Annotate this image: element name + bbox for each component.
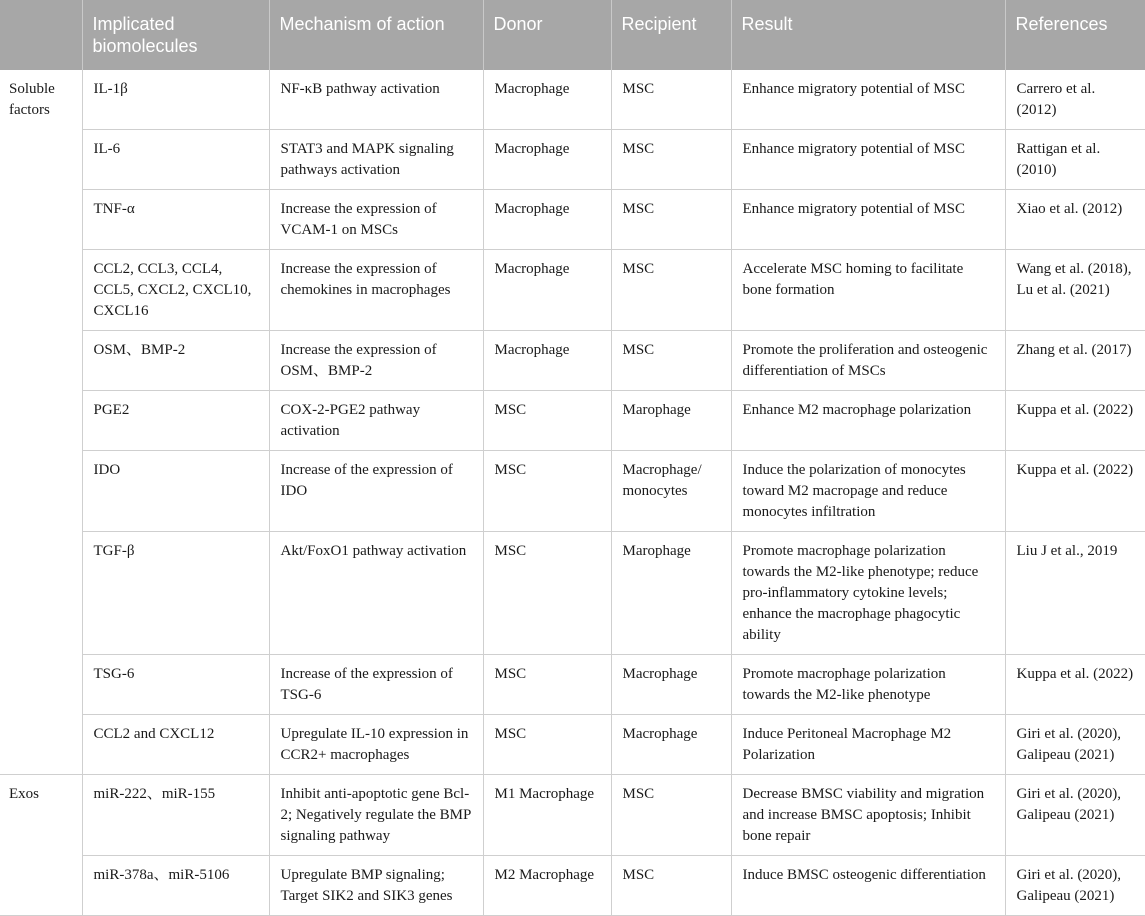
cell-mechanism: Increase the expression of VCAM-1 on MSCs: [269, 190, 483, 250]
cell-donor: Macrophage: [483, 130, 611, 190]
header-mechanism: Mechanism of action: [269, 0, 483, 70]
cell-donor: MSC: [483, 655, 611, 715]
cell-biomolecules: CCL2 and CXCL12: [82, 715, 269, 775]
cell-references: Giri et al. (2020), Galipeau (2021): [1005, 715, 1145, 775]
cell-references: Xiao et al. (2012): [1005, 190, 1145, 250]
header-biomolecules: Implicated biomolecules: [82, 0, 269, 70]
header-result: Result: [731, 0, 1005, 70]
table-header: [0, 0, 1145, 70]
cell-biomolecules: IL-6: [82, 130, 269, 190]
cell-references: Carrero et al. (2012): [1005, 70, 1145, 130]
cell-result: Enhance migratory potential of MSC: [731, 70, 1005, 130]
cell-recipient: MSC: [611, 130, 731, 190]
cell-result: Induce the polarization of monocytes toward M2 macropage and reduce monocytes infiltration: [731, 451, 1005, 532]
cell-recipient: Macrophage: [611, 655, 731, 715]
cell-biomolecules: OSM、BMP-2: [82, 331, 269, 391]
cell-result: Induce BMSC osteogenic differentiation: [731, 856, 1005, 916]
table-row: [0, 715, 1145, 775]
table-row: [0, 775, 1145, 856]
cell-donor: Macrophage: [483, 331, 611, 391]
cell-recipient: MSC: [611, 331, 731, 391]
cell-result: Promote macrophage polarization towards the M2-like phenotype: [731, 655, 1005, 715]
cell-biomolecules: miR-222、miR-155: [82, 775, 269, 856]
cell-biomolecules: TNF-α: [82, 190, 269, 250]
cell-donor: Macrophage: [483, 190, 611, 250]
cell-references: Liu J et al., 2019: [1005, 532, 1145, 655]
cell-recipient: MSC: [611, 70, 731, 130]
cell-donor: M1 Macrophage: [483, 775, 611, 856]
cell-mechanism: Upregulate IL-10 expression in CCR2+ macrophages: [269, 715, 483, 775]
cell-donor: M2 Macrophage: [483, 856, 611, 916]
cell-recipient: Marophage: [611, 391, 731, 451]
cell-biomolecules: miR-378a、miR-5106: [82, 856, 269, 916]
cell-result: Promote the proliferation and osteogenic differentiation of MSCs: [731, 331, 1005, 391]
cell-mechanism: Upregulate BMP signaling; Target SIK2 and SIK3 genes: [269, 856, 483, 916]
table-row: [0, 655, 1145, 715]
group-label: Exos: [0, 775, 82, 916]
cell-donor: Macrophage: [483, 70, 611, 130]
header-row: [0, 0, 1145, 70]
cell-biomolecules: TGF-β: [82, 532, 269, 655]
cell-mechanism: NF-κB pathway activation: [269, 70, 483, 130]
cell-mechanism: Increase the expression of chemokines in macrophages: [269, 250, 483, 331]
cell-donor: MSC: [483, 532, 611, 655]
cell-result: Accelerate MSC homing to facilitate bone formation: [731, 250, 1005, 331]
cell-recipient: Marophage: [611, 532, 731, 655]
cell-mechanism: STAT3 and MAPK signaling pathways activation: [269, 130, 483, 190]
cell-mechanism: Increase the expression of OSM、BMP-2: [269, 331, 483, 391]
table-row: [0, 391, 1145, 451]
cell-references: Zhang et al. (2017): [1005, 331, 1145, 391]
cell-recipient: MSC: [611, 856, 731, 916]
cell-references: Giri et al. (2020), Galipeau (2021): [1005, 775, 1145, 856]
cell-biomolecules: TSG-6: [82, 655, 269, 715]
cell-result: Enhance migratory potential of MSC: [731, 130, 1005, 190]
cell-result: Decrease BMSC viability and migration and increase BMSC apoptosis; Inhibit bone repair: [731, 775, 1005, 856]
cell-result: Induce Peritoneal Macrophage M2 Polarization: [731, 715, 1005, 775]
table-body: [0, 70, 1145, 916]
cell-biomolecules: IDO: [82, 451, 269, 532]
table-row: [0, 532, 1145, 655]
cell-references: Rattigan et al. (2010): [1005, 130, 1145, 190]
cell-biomolecules: PGE2: [82, 391, 269, 451]
header-recipient: Recipient: [611, 0, 731, 70]
cell-recipient: MSC: [611, 775, 731, 856]
table-row: [0, 451, 1145, 532]
cell-biomolecules: CCL2, CCL3, CCL4, CCL5, CXCL2, CXCL10, CXCL16: [82, 250, 269, 331]
cell-mechanism: Increase of the expression of IDO: [269, 451, 483, 532]
cell-references: Kuppa et al. (2022): [1005, 451, 1145, 532]
cell-mechanism: Inhibit anti-apoptotic gene Bcl-2; Negatively regulate the BMP signaling pathway: [269, 775, 483, 856]
group-label: Soluble factors: [0, 70, 82, 775]
cell-mechanism: Akt/FoxO1 pathway activation: [269, 532, 483, 655]
cell-recipient: MSC: [611, 190, 731, 250]
table-row: [0, 190, 1145, 250]
cell-donor: Macrophage: [483, 250, 611, 331]
header-group: [0, 0, 82, 70]
cell-mechanism: Increase of the expression of TSG-6: [269, 655, 483, 715]
cell-recipient: Macrophage/ monocytes: [611, 451, 731, 532]
header-references: References: [1005, 0, 1145, 70]
cell-references: Wang et al. (2018), Lu et al. (2021): [1005, 250, 1145, 331]
cell-recipient: Macrophage: [611, 715, 731, 775]
cell-references: Kuppa et al. (2022): [1005, 391, 1145, 451]
table-row: [0, 130, 1145, 190]
table-row: [0, 856, 1145, 916]
cell-donor: MSC: [483, 391, 611, 451]
header-donor: Donor: [483, 0, 611, 70]
cell-recipient: MSC: [611, 250, 731, 331]
table-row: [0, 331, 1145, 391]
cell-references: Giri et al. (2020), Galipeau (2021): [1005, 856, 1145, 916]
cell-mechanism: COX-2-PGE2 pathway activation: [269, 391, 483, 451]
cell-result: Enhance M2 macrophage polarization: [731, 391, 1005, 451]
cell-donor: MSC: [483, 451, 611, 532]
cell-result: Promote macrophage polarization towards the M2-like phenotype; reduce pro-inflammatory cytokine levels; enhance the macrophage phagocytic ability: [731, 532, 1005, 655]
cell-biomolecules: IL-1β: [82, 70, 269, 130]
table-row: [0, 250, 1145, 331]
cell-references: Kuppa et al. (2022): [1005, 655, 1145, 715]
cell-result: Enhance migratory potential of MSC: [731, 190, 1005, 250]
table-row: [0, 70, 1145, 130]
cell-donor: MSC: [483, 715, 611, 775]
